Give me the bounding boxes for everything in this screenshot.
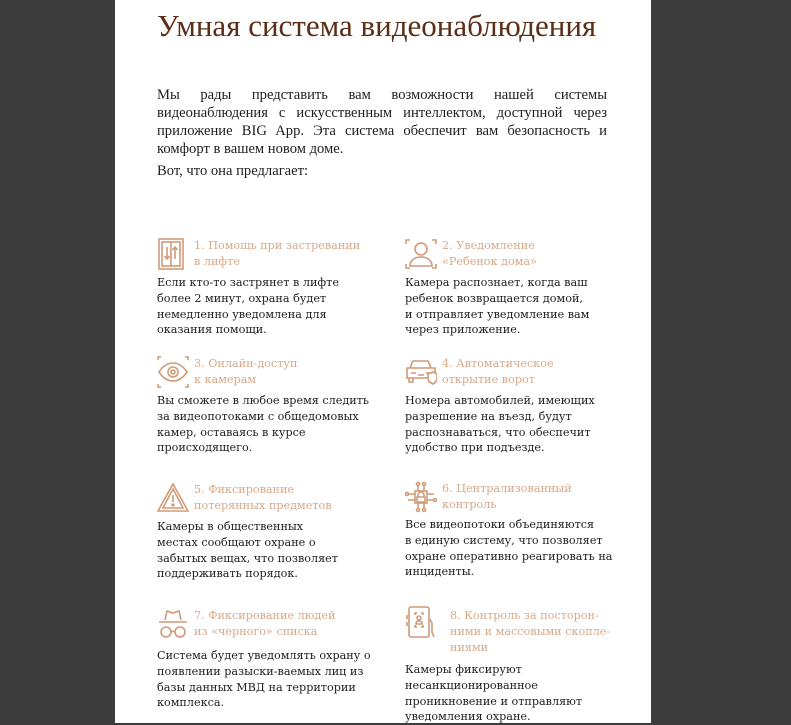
document-page — [115, 0, 651, 723]
intro-paragraph: Мы рады представить вам возможности нашей системы видеонаблюдения с искусственным интеллектом, доступной через приложение BIG App. Эта система обеспечит вам безопасность и комфорт в вашем новом доме. — [157, 87, 607, 157]
feature-heading: 7. Фиксирование людей из «черного» списка — [194, 609, 336, 638]
incognito-icon — [157, 608, 189, 640]
feature-description: Камеры фиксируют несанкционированное проникновение и отправляют уведомления охране. — [405, 663, 583, 724]
lead-text: Вот, что она предлагает: — [157, 163, 309, 179]
feature-description: Номера автомобилей, имеющих разрешение на въезд, будут распознаваться, что обеспечит удобство при подъезде. — [405, 394, 595, 455]
page-title: Умная система видеонаблюдения — [157, 8, 597, 43]
feature-heading: 3. Онлайн-доступ к камерам — [194, 357, 298, 386]
elevator-icon — [157, 238, 189, 270]
feature-description: Вы сможете в любое время следить за видеопотоками с общедомовых камер, оставаясь в курсе происходящего. — [157, 394, 370, 455]
feature-description: Если кто-то застрянет в лифте более 2 минут, охрана будет немедленно уведомлена для оказания помощи. — [157, 276, 339, 337]
child-face-scan-icon — [405, 238, 437, 270]
feature-heading: 1. Помощь при застревании в лифте — [194, 239, 361, 268]
feature-heading: 4. Автоматическое открытие ворот — [442, 357, 554, 386]
feature-heading: 2. Уведомление «Ребенок дома» — [442, 239, 537, 268]
warning-icon — [157, 482, 189, 514]
network-lock-icon — [405, 481, 437, 513]
feature-heading: 6. Централизованный контроль — [442, 482, 572, 511]
eye-scan-icon — [157, 356, 189, 388]
feature-heading: 8. Контроль за посторон- ними и массовыми скопле- ниями — [450, 609, 611, 654]
feature-description: Все видеопотоки объединяются в единую систему, что позволяет охране оперативно реагировать на инциденты. — [405, 518, 613, 579]
feature-heading: 5. Фиксирование потерянных предметов — [194, 483, 332, 512]
feature-description: Камеры в общественных местах сообщают охране о забытых вещах, что позволяет поддерживать порядок. — [157, 520, 338, 581]
car-shield-icon — [405, 356, 437, 388]
feature-description: Система будет уведомлять охрану о появлении разыски-ваемых лиц из базы данных МВД на территории комплекса. — [157, 649, 371, 710]
phone-face-id-icon — [405, 606, 437, 638]
feature-description: Камера распознает, когда ваш ребенок возвращается домой, и отправляет уведомление вам через приложение. — [405, 276, 590, 337]
